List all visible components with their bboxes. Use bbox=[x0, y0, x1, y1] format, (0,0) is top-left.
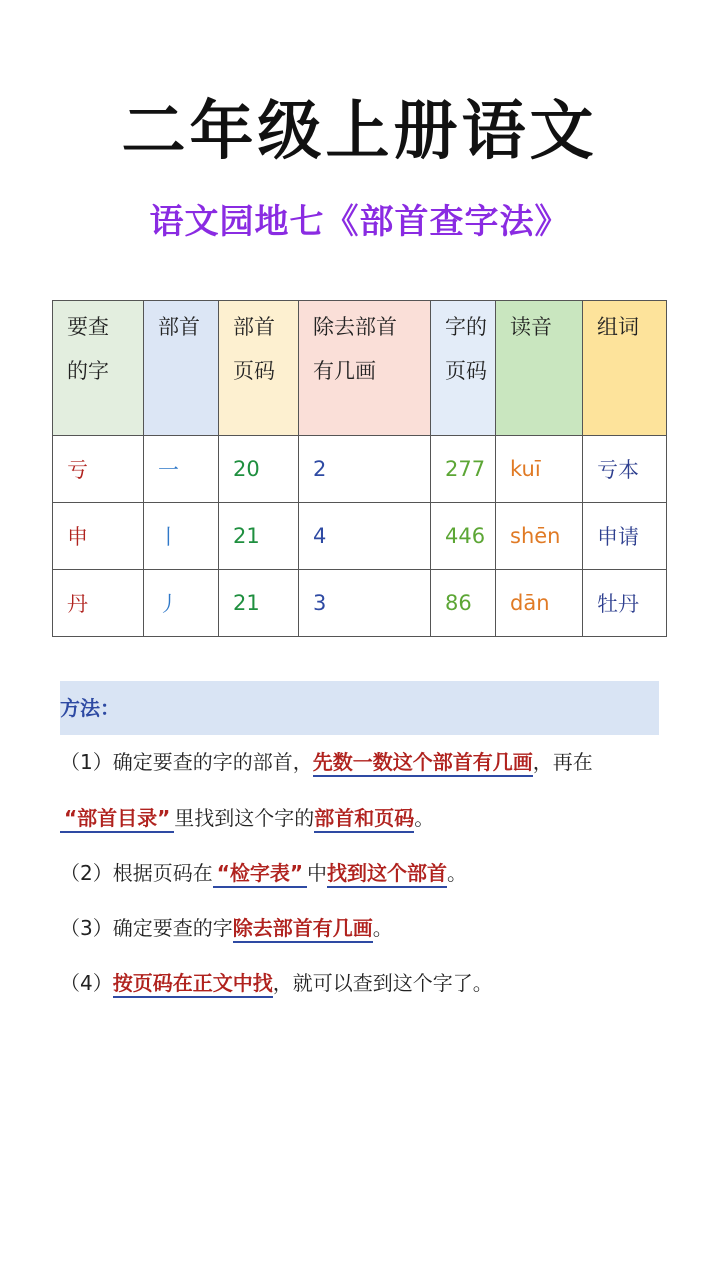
header-line: 读音 bbox=[510, 315, 552, 339]
step-highlight: “检字表” bbox=[213, 861, 307, 888]
cell-pronunciation: dān bbox=[496, 570, 583, 637]
step-text: 。 bbox=[372, 916, 393, 940]
cell-pronunciation: shēn bbox=[496, 503, 583, 570]
method-step-1-line-2 bbox=[60, 803, 434, 833]
step-text: 里找到这个字的 bbox=[174, 806, 315, 830]
cell-radical: 丨 bbox=[144, 503, 219, 570]
cell-radical-page: 21 bbox=[219, 570, 299, 637]
table-header-row bbox=[53, 301, 667, 436]
header-remaining-strokes bbox=[299, 301, 431, 436]
step-highlight: 找到这个部首 bbox=[327, 861, 447, 888]
cell-radical-page: 20 bbox=[219, 436, 299, 503]
cell-remaining-strokes: 2 bbox=[299, 436, 431, 503]
step-text: 。 bbox=[447, 861, 468, 885]
method-step-1-line-1 bbox=[60, 747, 593, 777]
cell-radical: 一 bbox=[144, 436, 219, 503]
radical-lookup-table bbox=[52, 300, 667, 637]
cell-radical-page: 21 bbox=[219, 503, 299, 570]
header-char-page bbox=[431, 301, 496, 436]
table-row bbox=[53, 570, 667, 637]
cell-remaining-strokes: 4 bbox=[299, 503, 431, 570]
step-text: ，再在 bbox=[532, 750, 593, 774]
header-radical-page bbox=[219, 301, 299, 436]
header-word bbox=[583, 301, 667, 436]
step-highlight: 按页码在正文中找 bbox=[113, 971, 273, 998]
header-line: 部首 bbox=[158, 315, 200, 339]
step-text: （1）确定要查的字的部首， bbox=[60, 750, 313, 774]
table-row bbox=[53, 503, 667, 570]
header-line: 的字 bbox=[67, 359, 109, 383]
step-highlight: “部首目录” bbox=[60, 806, 174, 833]
method-step-2 bbox=[60, 858, 467, 888]
cell-word: 牡丹 bbox=[583, 570, 667, 637]
header-char-to-find bbox=[53, 301, 144, 436]
step-text: （2）根据页码在 bbox=[60, 861, 213, 885]
cell-char-page: 277 bbox=[431, 436, 496, 503]
header-line: 要查 bbox=[67, 315, 109, 339]
step-text: （4） bbox=[60, 971, 113, 995]
page-subtitle: 语文园地七《部首查字法》 bbox=[149, 202, 570, 242]
cell-char-page: 86 bbox=[431, 570, 496, 637]
step-text: ，就可以查到这个字了。 bbox=[272, 971, 493, 995]
method-step-4 bbox=[60, 968, 493, 998]
cell-remaining-strokes: 3 bbox=[299, 570, 431, 637]
step-text: （3）确定要查的字 bbox=[60, 916, 233, 940]
header-line: 字的 bbox=[445, 315, 487, 339]
step-text: 。 bbox=[414, 806, 435, 830]
header-line: 页码 bbox=[233, 359, 275, 383]
cell-pronunciation: kuī bbox=[496, 436, 583, 503]
step-text: 中 bbox=[307, 861, 328, 885]
method-step-3 bbox=[60, 913, 393, 943]
method-label: 方法： bbox=[60, 696, 120, 720]
header-line: 有几画 bbox=[313, 359, 376, 383]
step-highlight: 除去部首有几画 bbox=[233, 916, 373, 943]
header-line: 组词 bbox=[597, 315, 639, 339]
cell-radical: 丿 bbox=[144, 570, 219, 637]
cell-char: 亏 bbox=[53, 436, 144, 503]
header-line: 部首 bbox=[233, 315, 275, 339]
header-pronunciation bbox=[496, 301, 583, 436]
cell-char: 申 bbox=[53, 503, 144, 570]
step-highlight: 部首和页码 bbox=[314, 806, 414, 833]
header-line: 除去部首 bbox=[313, 315, 397, 339]
cell-word: 申请 bbox=[583, 503, 667, 570]
cell-char-page: 446 bbox=[431, 503, 496, 570]
header-radical bbox=[144, 301, 219, 436]
page-title: 二年级上册语文 bbox=[121, 95, 598, 169]
cell-char: 丹 bbox=[53, 570, 144, 637]
method-header-bar bbox=[60, 681, 659, 735]
step-highlight: 先数一数这个部首有几画 bbox=[313, 750, 533, 777]
cell-word: 亏本 bbox=[583, 436, 667, 503]
table-row bbox=[53, 436, 667, 503]
header-line: 页码 bbox=[445, 359, 487, 383]
